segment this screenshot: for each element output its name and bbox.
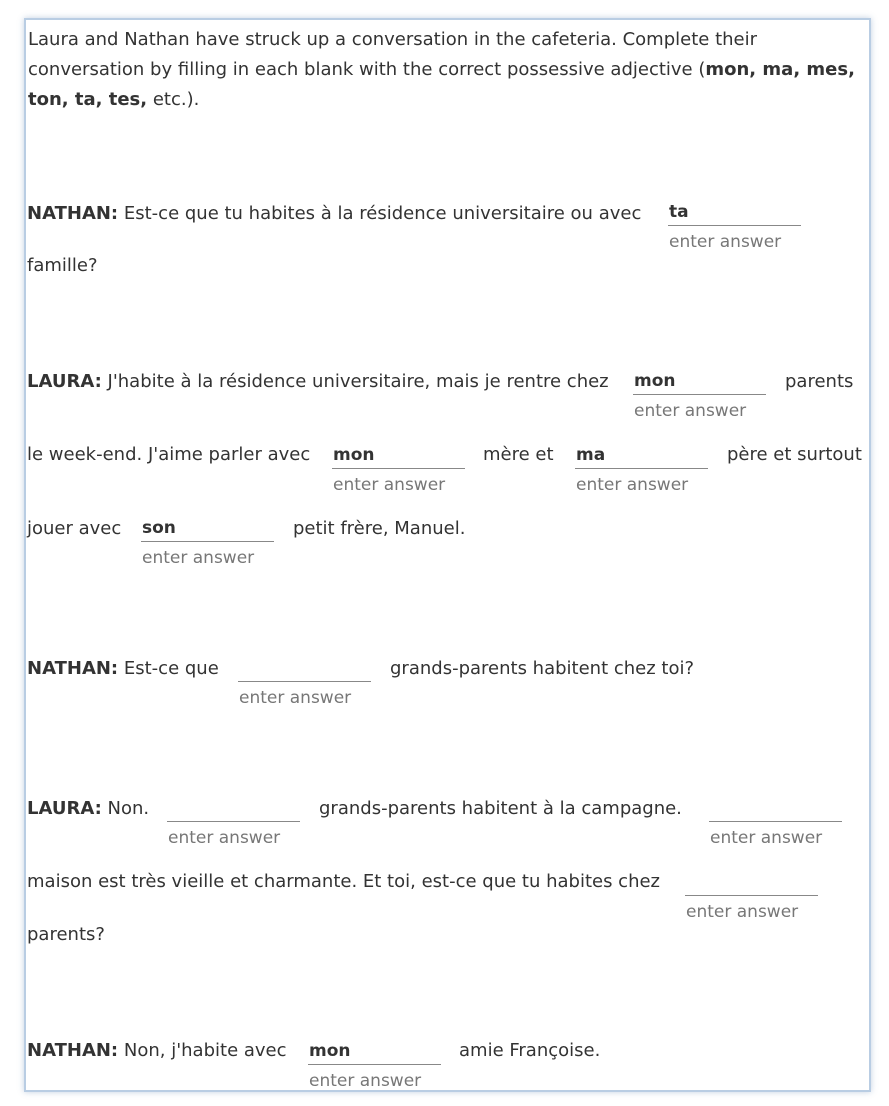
laura-line-2: LAURA: Non. [27,798,150,819]
grands-parents-text-2: grands-parents habitent à la campagne. [319,798,682,819]
pere-text: père et surtout [727,444,862,465]
instructions: Laura and Nathan have struck up a conversation in the cafeteria. Complete their conversation by filling in each blank with the correct possessive adjective (mon, ma, mes, ton, ta, tes, etc.). [28,29,855,110]
nathan-line-2: NATHAN: Est-ce que [27,658,219,679]
grands-parents-text-1: grands-parents habitent chez toi? [390,658,695,679]
frere-text: petit frère, Manuel. [293,518,466,539]
mere-text: mère et [483,444,554,465]
answer-input-5[interactable] [141,514,274,542]
parents-question-text: parents? [27,924,105,945]
answer-input-7[interactable] [167,794,300,822]
answer-placeholder-10: enter answer [309,1071,422,1091]
answer-placeholder-8: enter answer [710,828,823,848]
answer-input-9[interactable] [685,868,818,896]
answer-placeholder-3: enter answer [333,475,446,495]
amie-text: amie Françoise. [459,1040,601,1061]
exercise-panel [24,18,871,1092]
answer-input-6[interactable] [238,654,371,682]
answer-input-3[interactable] [332,441,465,469]
famille-text: famille? [27,255,98,276]
jouer-text: jouer avec [27,518,122,539]
answer-input-4[interactable] [575,441,708,469]
answer-placeholder-7: enter answer [168,828,281,848]
answer-placeholder-6: enter answer [239,688,352,708]
maison-text: maison est très vieille et charmante. Et toi, est-ce que tu habites chez [27,871,661,892]
weekend-text: le week-end. J'aime parler avec [27,444,311,465]
parents-text: parents [785,371,854,392]
answer-placeholder-2: enter answer [634,401,747,421]
nathan-line-3: NATHAN: Non, j'habite avec [27,1040,287,1061]
answer-placeholder-1: enter answer [669,232,782,252]
answer-input-1[interactable] [668,198,801,226]
answer-input-10[interactable] [308,1037,441,1065]
answer-placeholder-9: enter answer [686,902,799,922]
answer-input-8[interactable] [709,794,842,822]
answer-placeholder-5: enter answer [142,548,255,568]
nathan-line-1: NATHAN: Est-ce que tu habites à la résidence universitaire ou avec [27,203,642,224]
laura-line-1: LAURA: J'habite à la résidence universitaire, mais je rentre chez [27,371,609,392]
answer-placeholder-4: enter answer [576,475,689,495]
answer-input-2[interactable] [633,367,766,395]
